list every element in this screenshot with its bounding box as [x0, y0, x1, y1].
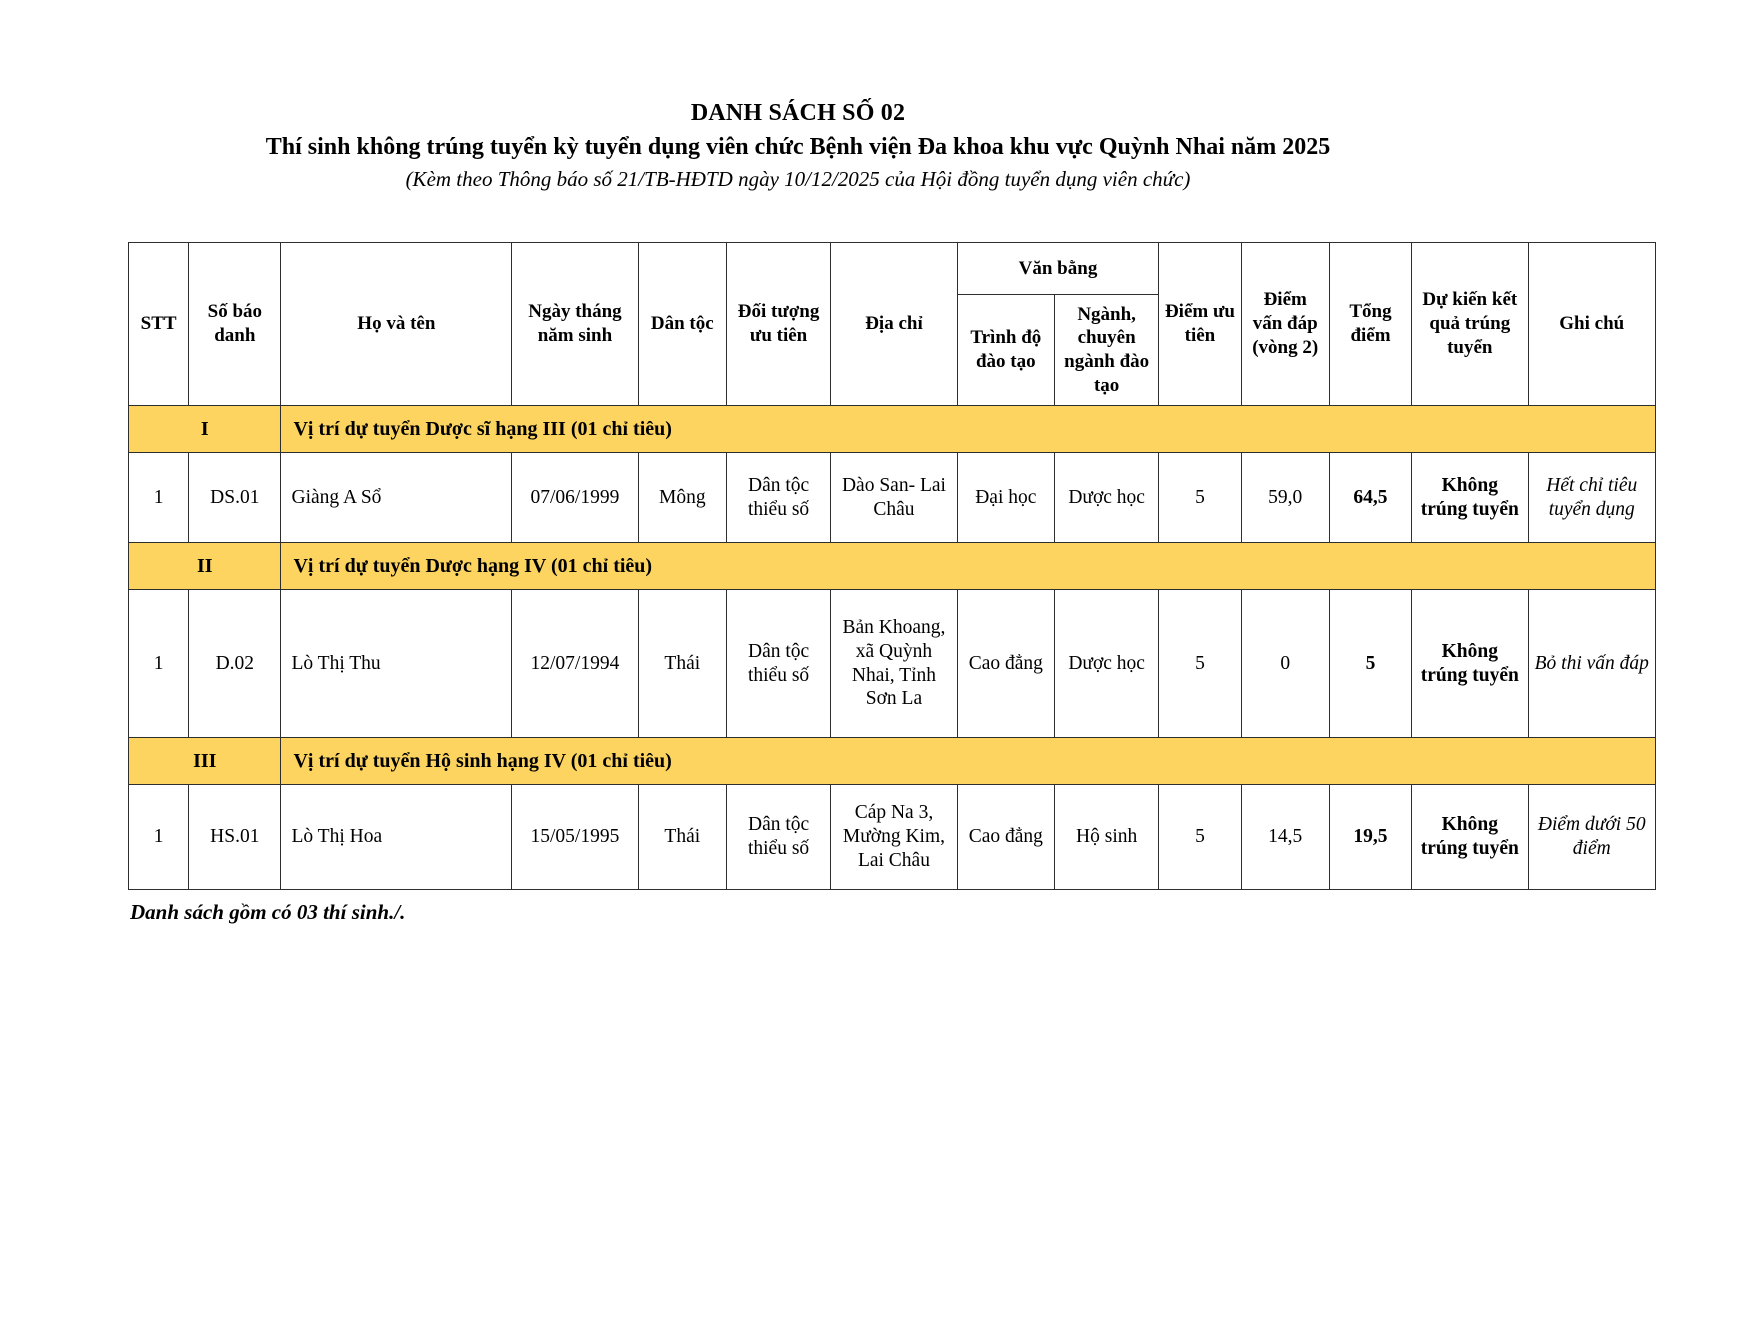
- section-title: Vị trí dự tuyển Hộ sinh hạng IV (01 chỉ tiêu): [281, 738, 1656, 785]
- header-stt: STT: [129, 243, 189, 406]
- cell-ho-va-ten: Lò Thị Hoa: [281, 785, 512, 890]
- document-title-block: [118, 100, 1478, 192]
- section-numeral: III: [129, 738, 281, 785]
- cell-ho-va-ten: Giàng A Sổ: [281, 453, 512, 543]
- cell-stt: 1: [129, 453, 189, 543]
- cell-nganh: Hộ sinh: [1054, 785, 1158, 890]
- cell-tong-diem: 5: [1329, 590, 1411, 738]
- cell-nganh: Dược học: [1054, 453, 1158, 543]
- section-row-3: [129, 738, 1656, 785]
- header-tong-diem: Tổng điểm: [1329, 243, 1411, 406]
- header-diem-uu-tien: Điểm ưu tiên: [1159, 243, 1241, 406]
- cell-ghi-chu: Điểm dưới 50 điểm: [1528, 785, 1656, 890]
- cell-diem-uu-tien: 5: [1159, 453, 1241, 543]
- header-ghi-chu: Ghi chú: [1528, 243, 1656, 406]
- cell-doi-tuong: Dân tộc thiểu số: [726, 453, 830, 543]
- cell-ngay-sinh: 12/07/1994: [512, 590, 638, 738]
- cell-dia-chi: Bản Khoang, xã Quỳnh Nhai, Tỉnh Sơn La: [831, 590, 957, 738]
- cell-trinh-do: Cao đẳng: [957, 785, 1054, 890]
- header-dan-toc: Dân tộc: [638, 243, 726, 406]
- cell-so-bao-danh: HS.01: [189, 785, 281, 890]
- cell-trinh-do: Đại học: [957, 453, 1054, 543]
- section-title: Vị trí dự tuyển Dược hạng IV (01 chỉ tiêu): [281, 543, 1656, 590]
- section-row-1: [129, 406, 1656, 453]
- header-dia-chi: Địa chỉ: [831, 243, 957, 406]
- cell-ho-va-ten: Lò Thị Thu: [281, 590, 512, 738]
- cell-stt: 1: [129, 785, 189, 890]
- candidate-table: [128, 242, 1656, 890]
- cell-nganh: Dược học: [1054, 590, 1158, 738]
- cell-tong-diem: 64,5: [1329, 453, 1411, 543]
- section-numeral: I: [129, 406, 281, 453]
- cell-dia-chi: Dào San- Lai Châu: [831, 453, 957, 543]
- section-title: Vị trí dự tuyển Dược sĩ hạng III (01 chỉ tiêu): [281, 406, 1656, 453]
- footer-summary: Danh sách gồm có 03 thí sinh./.: [130, 900, 406, 924]
- document-reference-note: (Kèm theo Thông báo số 21/TB-HĐTD ngày 10/12/2025 của Hội đồng tuyển dụng viên chức): [405, 167, 1191, 191]
- cell-trinh-do: Cao đẳng: [957, 590, 1054, 738]
- header-doi-tuong: Đối tượng ưu tiên: [726, 243, 830, 406]
- cell-stt: 1: [129, 590, 189, 738]
- cell-diem-van-dap: 59,0: [1241, 453, 1329, 543]
- cell-dia-chi: Cáp Na 3, Mường Kim, Lai Châu: [831, 785, 957, 890]
- cell-dan-toc: Thái: [638, 590, 726, 738]
- cell-ghi-chu: Hết chỉ tiêu tuyển dụng: [1528, 453, 1656, 543]
- header-du-kien: Dự kiến kết quả trúng tuyển: [1412, 243, 1528, 406]
- header-nganh: Ngành, chuyên ngành đào tạo: [1054, 295, 1158, 406]
- table-row: [129, 785, 1656, 890]
- cell-dan-toc: Thái: [638, 785, 726, 890]
- cell-ghi-chu: Bỏ thi vấn đáp: [1528, 590, 1656, 738]
- table-row: [129, 590, 1656, 738]
- header-diem-van-dap: Điểm vấn đáp (vòng 2): [1241, 243, 1329, 406]
- cell-du-kien: Không trúng tuyển: [1412, 453, 1528, 543]
- cell-du-kien: Không trúng tuyển: [1412, 590, 1528, 738]
- cell-du-kien: Không trúng tuyển: [1412, 785, 1528, 890]
- header-trinh-do: Trình độ đào tạo: [957, 295, 1054, 406]
- cell-diem-van-dap: 14,5: [1241, 785, 1329, 890]
- cell-so-bao-danh: DS.01: [189, 453, 281, 543]
- cell-diem-uu-tien: 5: [1159, 785, 1241, 890]
- header-ho-va-ten: Họ và tên: [281, 243, 512, 406]
- document-subtitle: Thí sinh không trúng tuyển kỳ tuyển dụng viên chức Bệnh viện Đa khoa khu vực Quỳnh Nhai năm 2025: [265, 134, 1331, 160]
- section-row-2: [129, 543, 1656, 590]
- cell-ngay-sinh: 07/06/1999: [512, 453, 638, 543]
- header-van-bang: Văn bằng: [957, 243, 1159, 295]
- table-row: [129, 453, 1656, 543]
- document-title: DANH SÁCH SỐ 02: [690, 100, 906, 126]
- section-numeral: II: [129, 543, 281, 590]
- cell-diem-van-dap: 0: [1241, 590, 1329, 738]
- header-ngay-sinh: Ngày tháng năm sinh: [512, 243, 638, 406]
- cell-tong-diem: 19,5: [1329, 785, 1411, 890]
- header-so-bao-danh: Số báo danh: [189, 243, 281, 406]
- cell-doi-tuong: Dân tộc thiểu số: [726, 785, 830, 890]
- cell-diem-uu-tien: 5: [1159, 590, 1241, 738]
- cell-doi-tuong: Dân tộc thiểu số: [726, 590, 830, 738]
- cell-ngay-sinh: 15/05/1995: [512, 785, 638, 890]
- cell-so-bao-danh: D.02: [189, 590, 281, 738]
- cell-dan-toc: Mông: [638, 453, 726, 543]
